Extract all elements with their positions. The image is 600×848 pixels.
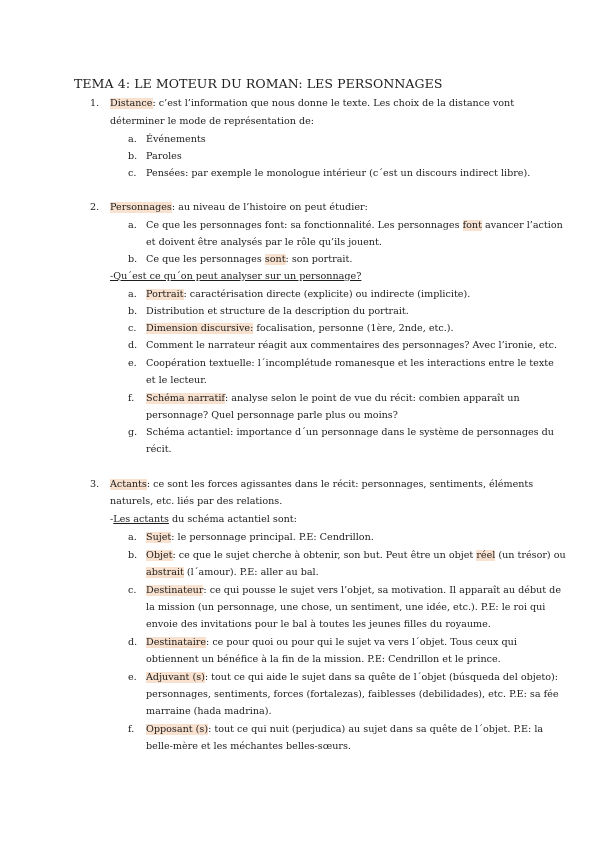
list-item: Paroles [146, 151, 182, 162]
list-letter: f. [128, 724, 135, 735]
list-item-line3: marraine (hada madrina). [146, 706, 272, 717]
list-item-line2: belle-mère et les méchantes belles-sœurs. [146, 741, 351, 752]
list-letter: c. [128, 323, 137, 334]
list-item-line2: et doivent être analysés par le rôle qu’ils jouent. [146, 237, 382, 248]
list-item: Schéma actantiel: importance d´un personnage dans le système de personnages du [146, 427, 554, 438]
list-item: Schéma narratif: analyse selon le point de vue du récit: combien apparaît un [146, 393, 520, 404]
list-letter: a. [128, 220, 137, 231]
section-2-number: 2. [90, 202, 100, 213]
list-item: Sujet: le personnage principal. P.E: Cendrillon. [146, 532, 374, 543]
term-objet: Objet [146, 550, 173, 561]
list-item: Objet: ce que le sujet cherche à obtenir, son but. Peut être un objet réel (un trésor) ou [146, 550, 566, 561]
list-item: Destinataire: ce pour quoi ou pour qui le sujet va vers l´objet. Tous ceux qui [146, 637, 517, 648]
term-opposant: Opposant (s) [146, 724, 209, 735]
list-item: Dimension discursive: focalisation, personne (1ère, 2nde, etc.). [146, 323, 454, 334]
list-item: Opposant (s): tout ce qui nuit (perjudica) au sujet dans sa quête de l´objet. P.E: la [146, 724, 544, 735]
list-item-line2: obtiennent un bénéfice à la fin de la mission. P.E: Cendrillon et le prince. [146, 654, 501, 665]
section-2-intro: Personnages: au niveau de l’histoire on peut étudier: [110, 202, 368, 213]
term-destinateur: Destinateur [146, 585, 204, 596]
term-portrait: Portrait [146, 289, 184, 300]
list-letter: c. [128, 168, 137, 179]
term-destinataire: Destinataire [146, 637, 207, 648]
list-item-line2: personnage? Quel personnage parle plus ou moins? [146, 410, 398, 421]
section-2-question: -Qu´est ce qu´on peut analyser sur un personnage? [110, 271, 362, 282]
list-letter: d. [128, 637, 138, 648]
highlight-reel: réel [476, 550, 496, 561]
term-dimension-discursive: Dimension discursive: [146, 323, 254, 334]
list-item-line3: envoie des invitations pour le bal à toutes les jeunes filles du royaume. [146, 619, 491, 630]
highlight-abstrait: abstrait [146, 567, 184, 578]
list-item: Distribution et structure de la description du portrait. [146, 306, 409, 317]
section-3-number: 3. [90, 479, 100, 490]
section-3-intro-line2: naturels, etc. liés par des relations. [110, 496, 283, 507]
section-1-intro: Distance: c’est l’information que nous donne le texte. Les choix de la distance vont [110, 98, 515, 109]
section-1-intro-line2: déterminer le mode de représentation de: [110, 116, 315, 127]
list-letter: e. [128, 672, 137, 683]
term-sujet: Sujet [146, 532, 172, 543]
section-3-schema-heading: -Les actants du schéma actantiel sont: [110, 514, 297, 525]
list-letter: b. [128, 306, 138, 317]
list-item: Pensées: par exemple le monologue intérieur (c´est un discours indirect libre). [146, 168, 531, 179]
list-letter: b. [128, 151, 138, 162]
list-item: Événements [146, 134, 206, 145]
list-letter: d. [128, 340, 138, 351]
list-letter: e. [128, 358, 137, 369]
list-letter: g. [128, 427, 138, 438]
list-item-line2: et le lecteur. [146, 375, 207, 386]
list-letter: f. [128, 393, 135, 404]
list-item: Portrait: caractérisation directe (explicite) ou indirecte (implicite). [146, 289, 471, 300]
list-item: Comment le narrateur réagit aux commentaires des personnages? Avec l’ironie, etc. [146, 340, 558, 351]
list-letter: a. [128, 532, 137, 543]
list-item-line2: personnages, sentiments, forces (fortalezas), faiblesses (debilidades), etc. P.E: sa fée [146, 689, 559, 700]
section-1-number: 1. [90, 98, 100, 109]
list-letter: a. [128, 289, 137, 300]
term-schema-narratif: Schéma narratif [146, 393, 225, 404]
highlight-font: font [462, 220, 482, 231]
term-distance: Distance [110, 98, 153, 109]
term-adjuvant: Adjuvant (s) [146, 672, 205, 683]
highlight-sont: sont [264, 254, 286, 265]
list-item-line2: la mission (un personnage, une chose, un sentiment, une idée, etc.). P.E: le roi qui [146, 602, 546, 613]
list-item: Ce que les personnages sont: son portrait. [146, 254, 353, 265]
list-item-line2: abstrait (l´amour). P.E: aller au bal. [146, 567, 319, 578]
list-letter: b. [128, 254, 138, 265]
list-item-line2: récit. [146, 444, 172, 455]
list-letter: b. [128, 550, 138, 561]
document-title: TEMA 4: LE MOTEUR DU ROMAN: LES PERSONNAGES [74, 76, 443, 91]
list-item: Destinateur: ce qui pousse le sujet vers l’objet, sa motivation. Il apparaît au début de [146, 585, 561, 596]
list-letter: a. [128, 134, 137, 145]
list-letter: c. [128, 585, 137, 596]
list-item: Ce que les personnages font: sa fonctionnalité. Les personnages font avancer l’action [146, 220, 563, 231]
term-personnages: Personnages [110, 202, 172, 213]
list-item: Adjuvant (s): tout ce qui aide le sujet dans sa quête de l´objet (búsqueda del objeto): [146, 672, 559, 683]
term-actants: Actants [110, 479, 147, 490]
section-3-intro: Actants: ce sont les forces agissantes dans le récit: personnages, sentiments, éléments [110, 479, 534, 490]
list-item: Coopération textuelle: l´incomplétude romanesque et les interactions entre le texte [146, 358, 554, 369]
